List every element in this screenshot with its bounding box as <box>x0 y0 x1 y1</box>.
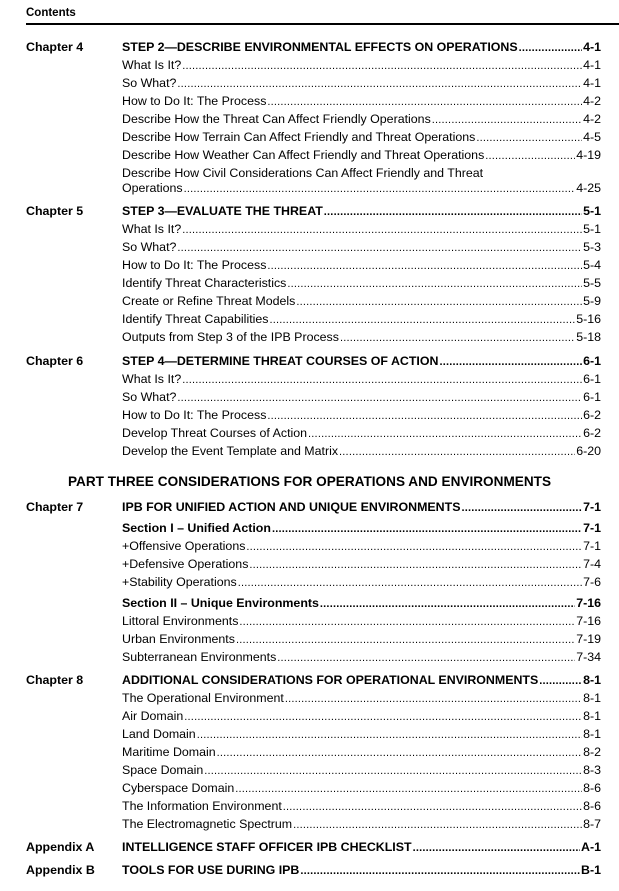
dot-leader <box>340 331 575 346</box>
part-number: PART THREE <box>67 474 154 489</box>
dot-leader <box>182 373 582 388</box>
dot-leader <box>249 558 582 573</box>
toc-page-number: 6-2 <box>583 426 601 440</box>
toc-entry[interactable] <box>122 596 601 612</box>
toc-row <box>0 817 619 832</box>
toc-row <box>0 840 619 855</box>
toc-entry[interactable] <box>122 500 601 516</box>
toc-page-number: 5-1 <box>583 204 601 218</box>
toc-entry[interactable] <box>122 781 601 797</box>
toc-entry[interactable] <box>122 148 601 164</box>
dot-leader <box>283 800 582 815</box>
toc-entry-title: So What? <box>122 76 177 90</box>
dot-leader <box>287 277 582 292</box>
toc-page-number: B-1 <box>581 863 601 877</box>
toc-row <box>0 166 619 196</box>
toc-entry-title: Space Domain <box>122 763 204 777</box>
toc-row <box>0 372 619 387</box>
toc-row <box>0 500 619 515</box>
toc-page-number: 5-9 <box>583 294 601 308</box>
dot-leader <box>293 818 582 833</box>
dot-leader <box>339 445 575 460</box>
toc-page-number: 7-19 <box>576 632 601 646</box>
dot-leader <box>204 764 582 779</box>
dot-leader <box>182 59 582 74</box>
toc-entry-title: Cyberspace Domain <box>122 781 235 795</box>
toc-chapter-label: Chapter 6 <box>26 354 84 368</box>
toc-entry-title: +Stability Operations <box>122 575 237 589</box>
toc-chapter-label: Appendix B <box>26 863 95 877</box>
toc-entry[interactable] <box>122 575 601 591</box>
toc-entry-title: How to Do It: The Process <box>122 258 267 272</box>
toc-entry-title: Urban Environments <box>122 632 235 646</box>
toc-chapter-label: Appendix A <box>26 840 95 854</box>
toc-entry[interactable] <box>122 709 601 725</box>
toc-entry[interactable] <box>122 312 601 328</box>
toc-page-number: A-1 <box>581 840 601 854</box>
toc-entry-title: The Electromagnetic Spectrum <box>122 817 293 831</box>
toc-entry-title: TOOLS FOR USE DURING IPB <box>122 863 300 877</box>
dot-leader <box>238 576 582 591</box>
toc-entry-title: The Operational Environment <box>122 691 284 705</box>
toc-page-number: 8-2 <box>583 745 601 759</box>
dot-leader <box>296 295 582 310</box>
toc-entry[interactable] <box>122 372 601 388</box>
toc-entry-title: So What? <box>122 390 177 404</box>
toc-entry-title: What Is It? <box>122 372 182 386</box>
dot-leader <box>432 113 582 128</box>
toc-entry[interactable] <box>122 614 601 630</box>
toc-chapter-label: Chapter 5 <box>26 204 84 218</box>
toc-entry[interactable] <box>122 58 601 74</box>
toc-entry-title: How to Do It: The Process <box>122 408 267 422</box>
dot-leader <box>239 615 575 630</box>
dot-leader <box>182 223 582 238</box>
toc-entry[interactable] <box>122 444 601 460</box>
toc-row <box>0 596 619 611</box>
toc-entry[interactable] <box>122 817 601 833</box>
toc-row <box>0 632 619 647</box>
toc-page-number: 8-6 <box>583 781 601 795</box>
toc-entry[interactable] <box>122 426 601 442</box>
toc-chapter-label: Chapter 8 <box>26 673 84 687</box>
toc-page-number: 8-1 <box>583 709 601 723</box>
toc-entry-title: Maritime Domain <box>122 745 216 759</box>
toc-entry[interactable] <box>122 130 601 146</box>
toc-entry-title: IPB FOR UNIFIED ACTION AND UNIQUE ENVIRONMENTS <box>122 500 461 514</box>
toc-page-number: 5-18 <box>576 330 601 344</box>
toc-page-number: 4-25 <box>576 181 601 195</box>
toc-page-number: 7-1 <box>583 539 601 553</box>
toc-row <box>0 444 619 459</box>
toc-page-number: 7-16 <box>576 614 601 628</box>
dot-leader <box>177 391 582 406</box>
toc-entry-title: +Defensive Operations <box>122 557 249 571</box>
dot-leader <box>277 651 575 666</box>
dot-leader <box>285 692 582 707</box>
toc-entry[interactable] <box>122 240 601 256</box>
toc-entry-title: Develop the Event Template and Matrix <box>122 444 339 458</box>
dot-leader <box>217 746 582 761</box>
toc-entry[interactable] <box>122 276 601 292</box>
dot-leader <box>235 782 582 797</box>
toc-row <box>0 76 619 91</box>
toc-page-number: 7-16 <box>576 596 601 610</box>
toc-row <box>0 863 619 878</box>
toc-row <box>0 390 619 405</box>
toc-entry[interactable] <box>122 408 601 424</box>
header-rule <box>26 23 619 25</box>
toc-entry-title: Littoral Environments <box>122 614 239 628</box>
dot-leader <box>485 149 575 164</box>
toc-row <box>0 521 619 536</box>
dot-leader <box>184 710 582 725</box>
toc-page-number: 4-19 <box>576 148 601 162</box>
toc-row <box>0 781 619 796</box>
toc-page-number: 8-3 <box>583 763 601 777</box>
toc-row <box>0 276 619 291</box>
toc-row <box>0 799 619 814</box>
toc-page-number: 5-16 <box>576 312 601 326</box>
toc-page-number: 4-1 <box>583 58 601 72</box>
toc-page-number: 6-20 <box>576 444 601 458</box>
toc-page-number: 4-2 <box>583 112 601 126</box>
dot-leader <box>177 77 582 92</box>
toc-entry-title: Land Domain <box>122 727 196 741</box>
toc-entry-title: Air Domain <box>122 709 184 723</box>
toc-page-number: 4-5 <box>583 130 601 144</box>
toc-row <box>0 130 619 145</box>
toc-entry[interactable] <box>122 390 601 406</box>
toc-row <box>0 426 619 441</box>
toc-entry-title: So What? <box>122 240 177 254</box>
dot-leader <box>267 259 582 274</box>
dot-leader <box>197 728 582 743</box>
toc-page-number: 5-1 <box>583 222 601 236</box>
toc-page-number: 7-4 <box>583 557 601 571</box>
toc-entry-title: STEP 4—DETERMINE THREAT COURSES OF ACTION <box>122 354 439 368</box>
part-title: CONSIDERATIONS FOR OPERATIONS AND ENVIRONMENTS <box>157 474 552 489</box>
dot-leader <box>308 427 582 442</box>
toc-entry[interactable] <box>122 294 601 310</box>
toc-entry-title: What Is It? <box>122 222 182 236</box>
toc-chapter-label: Chapter 4 <box>26 40 84 54</box>
toc-page-number: 4-1 <box>583 40 601 54</box>
toc-entry-title: STEP 2—DESCRIBE ENVIRONMENTAL EFFECTS ON OPERATIONS <box>122 40 518 54</box>
toc-page-number: 7-1 <box>583 500 601 514</box>
toc-entry-title: Create or Refine Threat Models <box>122 294 296 308</box>
toc-entry-title: Describe How the Threat Can Affect Friendly Operations <box>122 112 431 126</box>
toc-page-number: 7-1 <box>583 521 601 535</box>
toc-entry[interactable] <box>122 94 601 110</box>
toc-page-number: 4-1 <box>583 76 601 90</box>
toc-row <box>0 691 619 706</box>
toc-page-number: 4-2 <box>583 94 601 108</box>
toc-entry-title: Describe How Civil Considerations Can Affect Friendly and Threat <box>122 166 484 180</box>
toc-row <box>0 673 619 688</box>
dot-leader <box>267 95 582 110</box>
toc-entry-title: What Is It? <box>122 58 182 72</box>
dot-leader <box>439 355 582 370</box>
toc-row <box>0 58 619 73</box>
toc-row <box>0 148 619 163</box>
toc-entry[interactable] <box>122 354 601 370</box>
toc-entry[interactable] <box>122 521 601 537</box>
toc-entry-title: Describe How Weather Can Affect Friendly and Threat Operations <box>122 148 485 162</box>
toc-row <box>0 614 619 629</box>
toc-row <box>0 40 619 55</box>
toc-entry[interactable] <box>122 76 601 92</box>
toc-entry-title: +Offensive Operations <box>122 539 246 553</box>
toc-entry[interactable] <box>122 204 601 220</box>
toc-page-number: 5-3 <box>583 240 601 254</box>
toc-page-number: 6-1 <box>583 390 601 404</box>
toc-row <box>0 539 619 554</box>
toc-page-number: 8-6 <box>583 799 601 813</box>
dot-leader <box>413 841 580 856</box>
toc-entry-title: Section II – Unique Environments <box>122 596 319 610</box>
toc-row <box>0 312 619 327</box>
toc-row <box>0 575 619 590</box>
toc-entry[interactable] <box>122 258 601 274</box>
toc-row <box>0 112 619 127</box>
toc-entry-title: INTELLIGENCE STAFF OFFICER IPB CHECKLIST <box>122 840 412 854</box>
toc-page-number: 5-5 <box>583 276 601 290</box>
toc-page-number: 8-7 <box>583 817 601 831</box>
toc-page-number: 6-2 <box>583 408 601 422</box>
toc-row <box>0 258 619 273</box>
toc-page-number: 6-1 <box>583 372 601 386</box>
dot-leader <box>320 597 575 612</box>
toc-entry[interactable] <box>122 840 601 856</box>
toc-entry-title: Identify Threat Characteristics <box>122 276 287 290</box>
toc-row <box>0 330 619 345</box>
toc-entry-title: Develop Threat Courses of Action <box>122 426 308 440</box>
toc-entry-title: Section I – Unified Action <box>122 521 271 535</box>
toc-page-number: 8-1 <box>583 673 601 687</box>
toc-entry[interactable] <box>122 650 601 666</box>
page-header-title: Contents <box>26 7 76 19</box>
toc-entry[interactable] <box>122 691 601 707</box>
dot-leader <box>272 522 582 537</box>
toc-entry-title: The Information Environment <box>122 799 282 813</box>
toc-entry[interactable] <box>122 330 601 346</box>
toc-entry-title: Outputs from Step 3 of the IPB Process <box>122 330 339 344</box>
toc-row <box>0 240 619 255</box>
toc-entry[interactable] <box>122 557 601 573</box>
toc-row <box>0 354 619 369</box>
toc-entry-title: Subterranean Environments <box>122 650 277 664</box>
toc-entry[interactable] <box>122 799 601 815</box>
toc-row <box>0 222 619 237</box>
toc-page-number: 8-1 <box>583 691 601 705</box>
dot-leader <box>476 131 582 146</box>
toc-row <box>0 709 619 724</box>
dot-leader <box>519 41 582 56</box>
toc-row <box>0 557 619 572</box>
dot-leader <box>461 501 582 516</box>
toc-entry-title: How to Do It: The Process <box>122 94 267 108</box>
toc-row <box>0 763 619 778</box>
toc-entry[interactable] <box>122 632 601 648</box>
toc-row <box>0 408 619 423</box>
toc-page-number: 8-1 <box>583 727 601 741</box>
toc-entry[interactable] <box>122 673 601 689</box>
toc-entry[interactable] <box>122 763 601 779</box>
toc-entry[interactable] <box>122 112 601 128</box>
toc-row <box>0 745 619 760</box>
toc-entry[interactable] <box>122 745 601 761</box>
toc-row <box>0 294 619 309</box>
toc-row <box>0 204 619 219</box>
dot-leader <box>184 182 576 197</box>
toc-entry-title: ADDITIONAL CONSIDERATIONS FOR OPERATIONAL ENVIRONMENTS <box>122 673 539 687</box>
toc-entry-title: Identify Threat Capabilities <box>122 312 269 326</box>
toc-row <box>0 94 619 109</box>
toc-entry[interactable] <box>122 166 601 197</box>
toc-page-number: 5-4 <box>583 258 601 272</box>
dot-leader <box>300 864 580 879</box>
toc-entry[interactable] <box>122 222 601 238</box>
toc-entry-title: Describe How Terrain Can Affect Friendly and Threat Operations <box>122 130 476 144</box>
dot-leader <box>324 205 582 220</box>
toc-page-number: 7-34 <box>576 650 601 664</box>
dot-leader <box>177 241 582 256</box>
dot-leader <box>267 409 582 424</box>
toc-entry[interactable] <box>122 40 601 56</box>
toc-row <box>0 650 619 665</box>
toc-entry[interactable] <box>122 539 601 555</box>
toc-page-number: 7-6 <box>583 575 601 589</box>
dot-leader <box>539 674 582 689</box>
toc-page-number: 6-1 <box>583 354 601 368</box>
toc-entry[interactable] <box>122 727 601 743</box>
part-heading <box>0 474 619 489</box>
toc-row <box>0 727 619 742</box>
toc-entry-title-continued: Operations <box>122 181 183 195</box>
toc-chapter-label: Chapter 7 <box>26 500 84 514</box>
toc-entry-title: STEP 3—EVALUATE THE THREAT <box>122 204 323 218</box>
toc-entry[interactable] <box>122 863 601 879</box>
dot-leader <box>269 313 575 328</box>
dot-leader <box>246 540 582 555</box>
dot-leader <box>236 633 575 648</box>
